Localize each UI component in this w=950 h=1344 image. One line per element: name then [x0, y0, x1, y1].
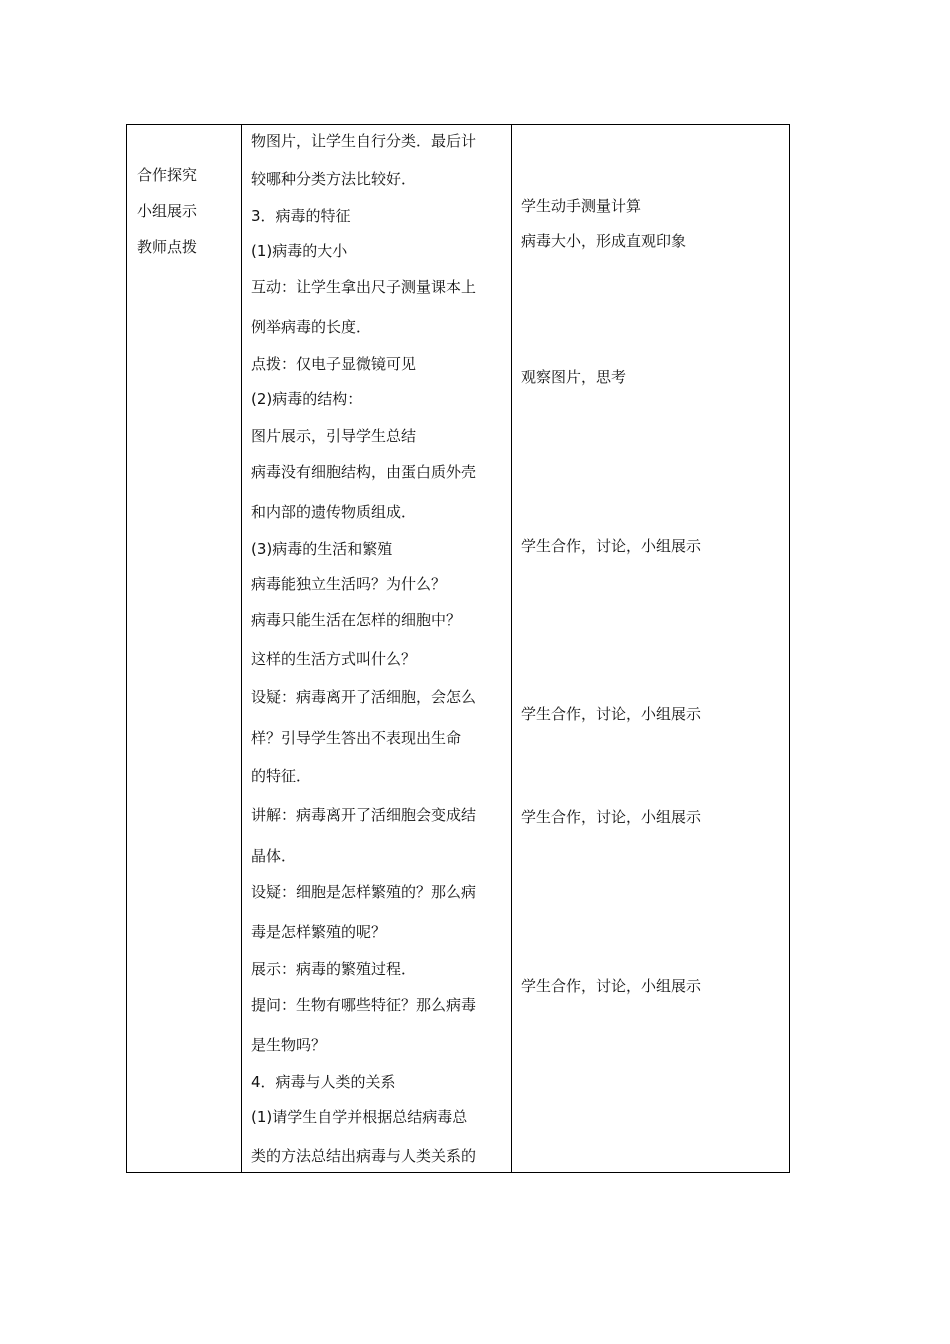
teacher-line: 晶体．	[251, 847, 297, 865]
teacher-line: 病毒能独立生活吗？为什么？	[251, 575, 447, 593]
stage-label: 小组展示	[137, 202, 198, 220]
student-line: 学生合作，讨论，小组展示	[521, 808, 702, 826]
teacher-line: 设疑：病毒离开了活细胞，会怎么	[251, 688, 477, 706]
teacher-line: 展示：病毒的繁殖过程．	[251, 960, 417, 978]
column-divider-2	[511, 125, 512, 1172]
teacher-line: 这样的生活方式叫什么？	[251, 650, 417, 668]
stage-column	[137, 157, 237, 265]
teacher-line: 互动：让学生拿出尺子测量课本上	[251, 278, 477, 296]
teacher-line: 病毒没有细胞结构，由蛋白质外壳	[251, 463, 477, 481]
student-line: 学生合作，讨论，小组展示	[521, 537, 702, 555]
stage-label: 合作探究	[137, 166, 198, 184]
teacher-line: 样？引导学生答出不表现出生命	[251, 729, 462, 747]
column-divider-1	[241, 125, 242, 1172]
teacher-line: 3．病毒的特征	[251, 207, 351, 225]
teacher-line: 点拨：仅电子显微镜可见	[251, 355, 417, 373]
teacher-line: 类的方法总结出病毒与人类关系的	[251, 1147, 477, 1165]
teacher-line: 和内部的遗传物质组成．	[251, 503, 417, 521]
teacher-line: 的特征．	[251, 767, 312, 785]
teacher-line: 设疑：细胞是怎样繁殖的？那么病	[251, 883, 477, 901]
teacher-line: (3)病毒的生活和繁殖	[251, 540, 393, 558]
teacher-line: 4．病毒与人类的关系	[251, 1073, 396, 1091]
lesson-table	[126, 124, 790, 1173]
student-line: 学生合作，讨论，小组展示	[521, 977, 702, 995]
teacher-line: 例举病毒的长度．	[251, 318, 372, 336]
teacher-line: (1)请学生自学并根据总结病毒总	[251, 1108, 468, 1126]
teacher-line: 毒是怎样繁殖的呢？	[251, 923, 387, 941]
student-line: 观察图片，思考	[521, 368, 627, 386]
teacher-line: 病毒只能生活在怎样的细胞中？	[251, 611, 462, 629]
teacher-line: 提问：生物有哪些特征？那么病毒	[251, 996, 477, 1014]
teacher-line: (1)病毒的大小	[251, 242, 348, 260]
teacher-line: 物图片，让学生自行分类．最后计	[251, 132, 477, 150]
teacher-line: 是生物吗？	[251, 1036, 327, 1054]
student-line: 病毒大小，形成直观印象	[521, 232, 687, 250]
student-line: 学生合作，讨论，小组展示	[521, 705, 702, 723]
student-line: 学生动手测量计算	[521, 197, 642, 215]
stage-label: 教师点拨	[137, 238, 198, 256]
teacher-line: 较哪种分类方法比较好．	[251, 170, 417, 188]
teacher-line: 讲解：病毒离开了活细胞会变成结	[251, 806, 477, 824]
teacher-line: 图片展示，引导学生总结	[251, 427, 417, 445]
teacher-line: (2)病毒的结构：	[251, 390, 363, 408]
